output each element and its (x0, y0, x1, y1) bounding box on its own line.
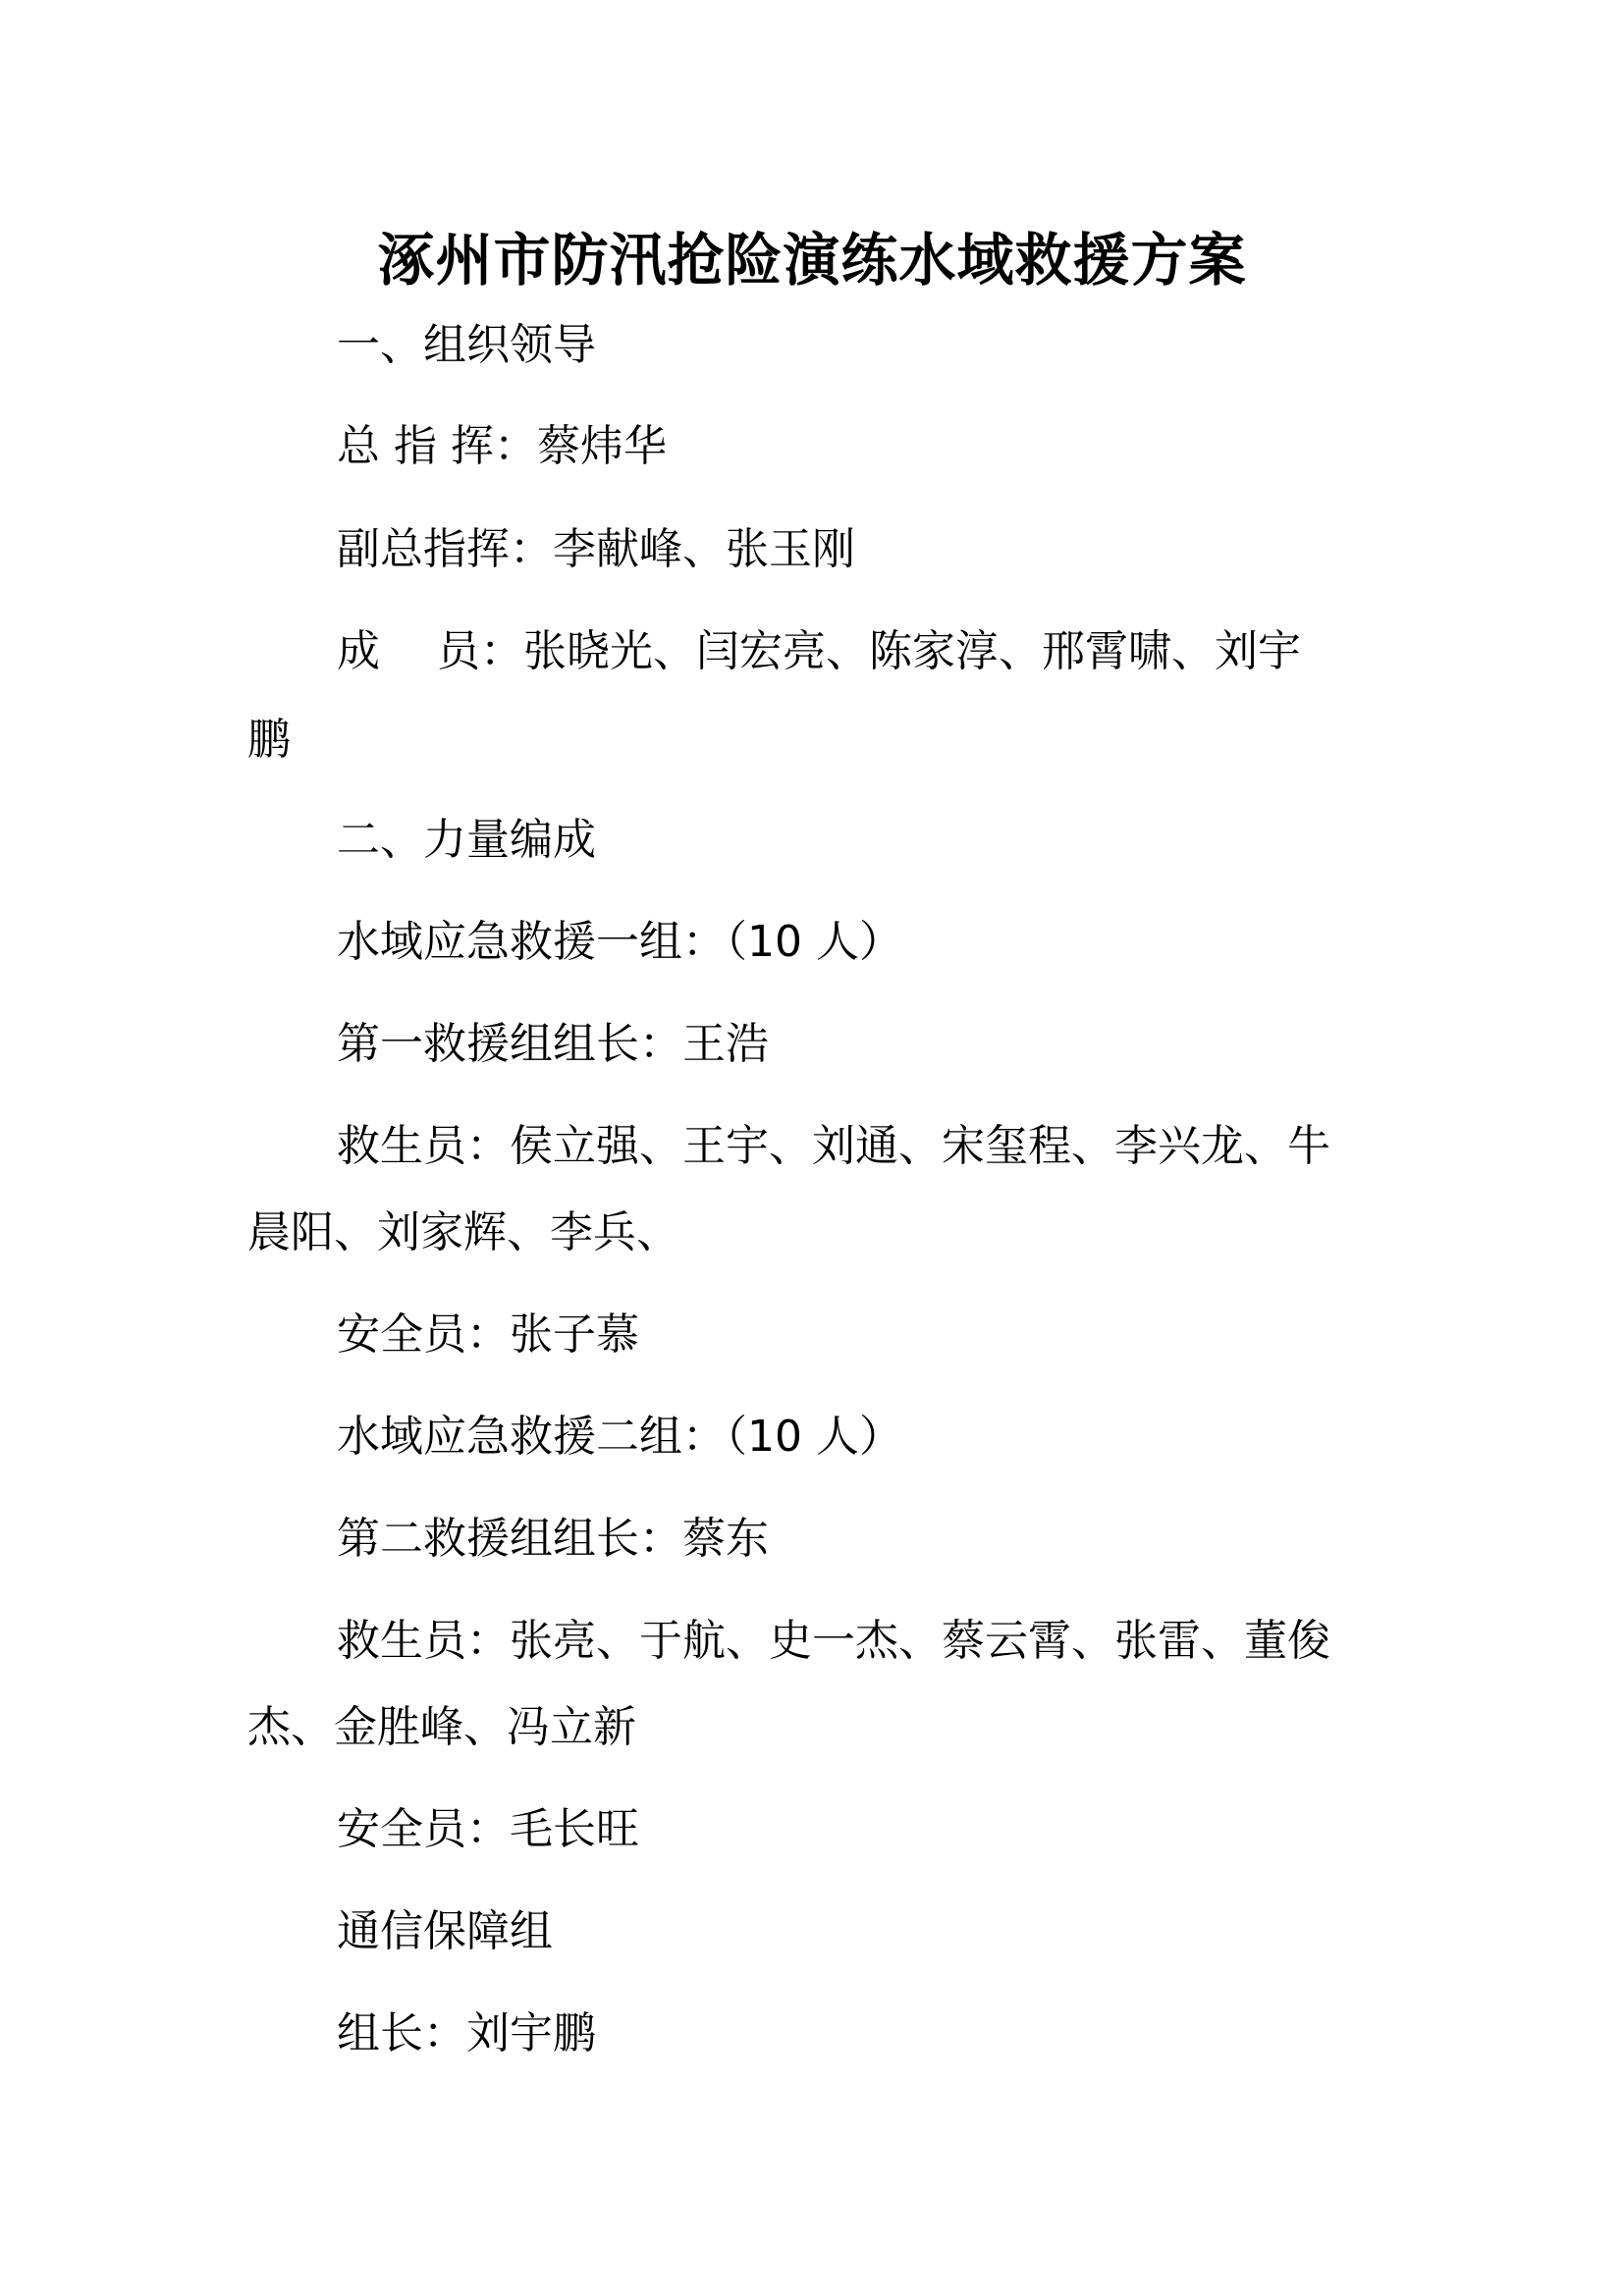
communications-leader-line: 组长：刘宇鹏 (337, 2008, 596, 2058)
communications-group-heading: 通信保障组 (337, 1906, 553, 1956)
rescue-group-one-heading: 水域应急救援一组：（10 人） (337, 917, 902, 967)
group-one-lifeguards-line: 救生员：侯立强、王宇、刘通、宋玺程、李兴龙、牛 (337, 1121, 1330, 1171)
document-title: 涿州市防汛抢险演练水域救援方案 (377, 227, 1247, 294)
commander-line: 总 指 挥：蔡炜华 (337, 421, 667, 471)
group-two-lifeguards-line: 救生员：张亮、于航、史一杰、蔡云霄、张雷、董俊 (337, 1616, 1330, 1666)
section-heading-organization: 一、组织领导 (337, 320, 596, 370)
members-line-continuation: 鹏 (247, 715, 291, 765)
rescue-group-two-heading: 水域应急救援二组：（10 人） (337, 1412, 902, 1462)
deputy-commander-line: 副总指挥：李献峰、张玉刚 (337, 524, 855, 574)
group-two-safety-officer-line: 安全员：毛长旺 (337, 1804, 639, 1854)
members-line: 成 员：张晓光、闫宏亮、陈家淳、邢霄啸、刘宇 (337, 626, 1301, 676)
group-two-lifeguards-continuation: 杰、金胜峰、冯立新 (247, 1702, 636, 1752)
group-one-lifeguards-continuation: 晨阳、刘家辉、李兵、 (247, 1207, 679, 1257)
group-one-safety-officer-line: 安全员：张子慕 (337, 1309, 639, 1360)
group-one-leader-line: 第一救援组组长：王浩 (337, 1019, 769, 1069)
section-heading-forces: 二、力量编成 (337, 815, 596, 865)
group-two-leader-line: 第二救援组组长：蔡东 (337, 1514, 769, 1564)
